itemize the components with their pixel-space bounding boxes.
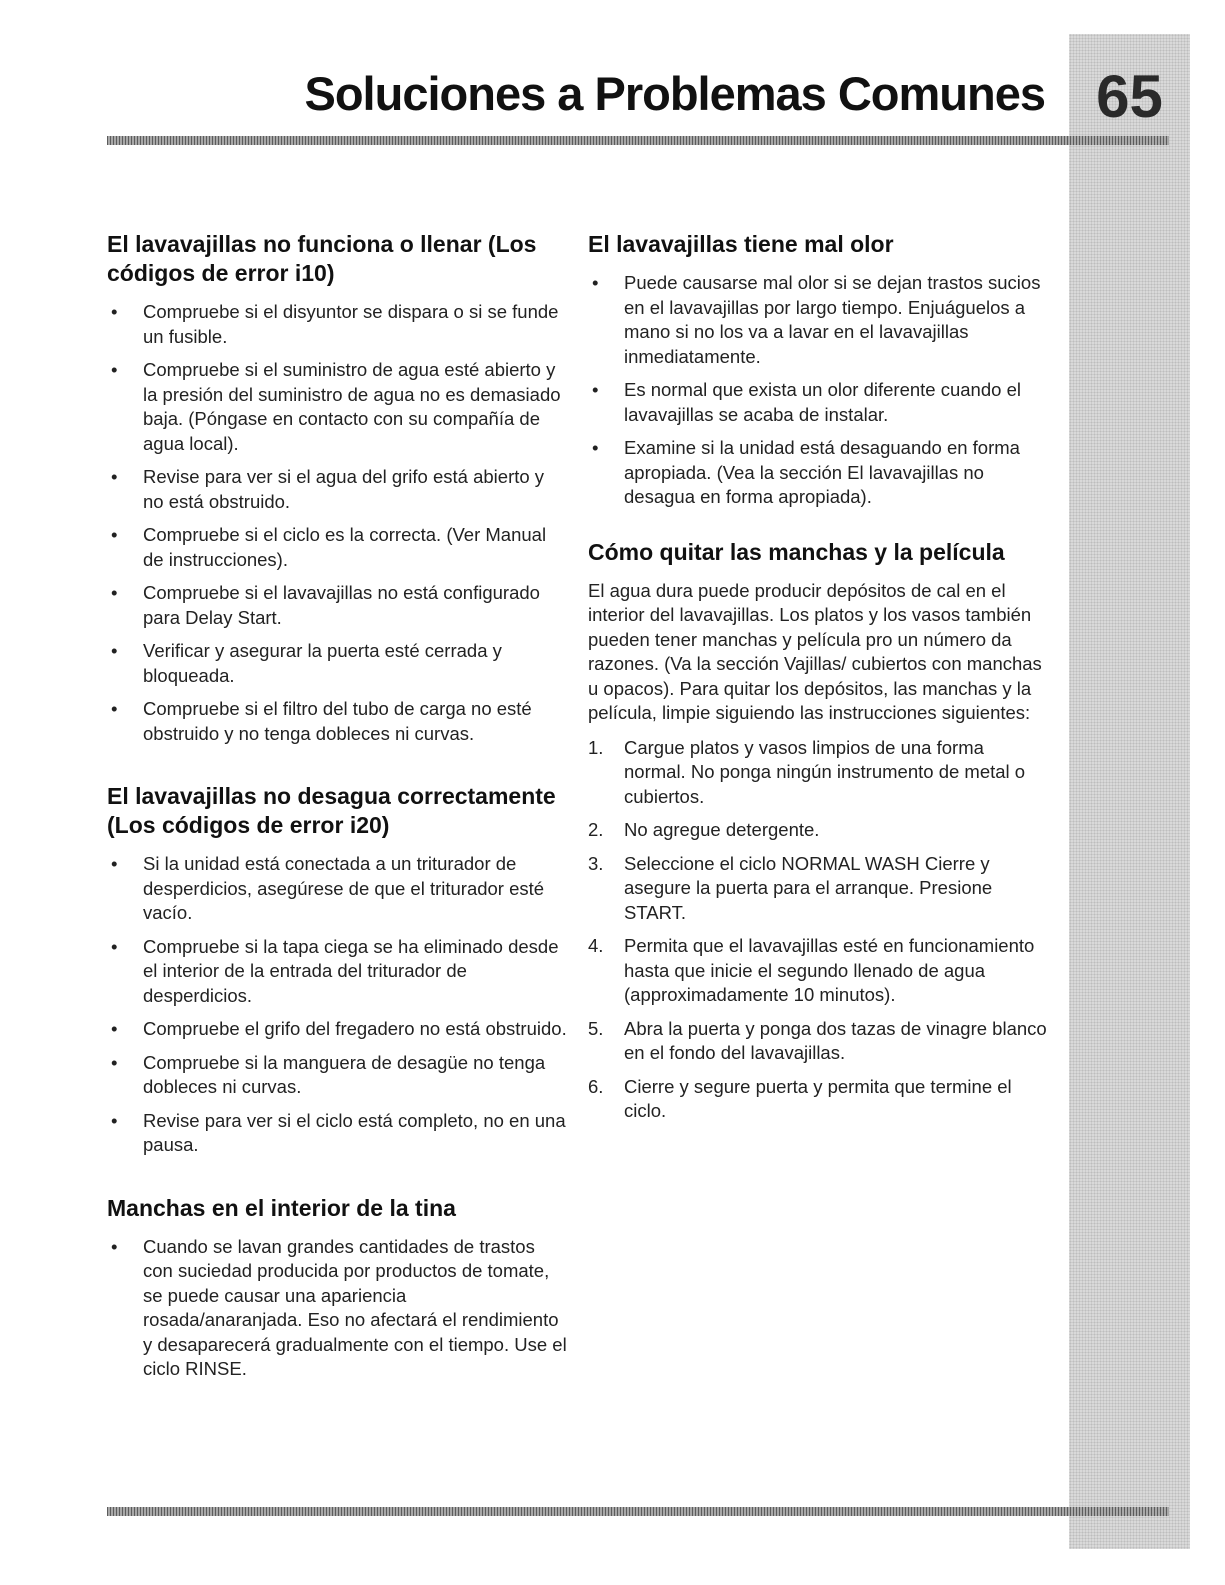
left-column <box>107 230 567 1418</box>
bullet-icon: • <box>111 698 118 719</box>
list-item <box>107 581 567 630</box>
section-heading: El lavavajillas tiene mal olor <box>588 231 894 257</box>
bullet-list <box>107 1235 567 1382</box>
bottom-divider <box>107 1507 1169 1516</box>
list-item-text: Compruebe el grifo del fregadero no está obstruido. <box>143 1018 567 1039</box>
bullet-icon: • <box>592 272 599 293</box>
page-number: 65 <box>1096 63 1163 130</box>
list-item <box>588 1017 1050 1066</box>
list-item-text: Revise para ver si el ciclo está completo, no en una pausa. <box>143 1109 566 1155</box>
list-item <box>107 852 567 926</box>
list-item <box>107 1051 567 1100</box>
section-heading: Cómo quitar las manchas y la película <box>588 538 1005 565</box>
list-item-text: Verificar y asegurar la puerta esté cerrada y bloqueada. <box>143 640 502 686</box>
bullet-icon: • <box>111 1018 118 1039</box>
bullet-icon: • <box>111 853 118 874</box>
step-number: 2. <box>588 819 604 840</box>
bullet-icon: • <box>111 466 118 487</box>
section-heading: Manchas en el interior de la tina <box>107 1194 456 1221</box>
bullet-icon: • <box>111 301 118 322</box>
step-number: 5. <box>588 1017 604 1039</box>
list-item-text: Cargue platos y vasos limpios de una forma normal. No ponga ningún instrumento de metal o cubiertos. <box>624 736 1026 807</box>
bullet-icon: • <box>592 437 599 458</box>
list-item <box>107 465 567 514</box>
list-item <box>107 935 567 1009</box>
page-side-tab <box>1069 34 1190 1549</box>
step-number: 3. <box>588 852 604 874</box>
section-manchas-tina <box>107 1194 567 1382</box>
list-item <box>107 1235 567 1382</box>
list-item <box>107 523 567 572</box>
list-item-text: Compruebe si la tapa ciega se ha eliminado desde el interior de la entrada del triturador de desperdicios. <box>143 935 559 1006</box>
bullet-icon: • <box>111 582 118 603</box>
list-item-text: Compruebe si el lavavajillas no está configurado para Delay Start. <box>143 582 540 628</box>
list-item <box>107 1109 567 1158</box>
list-item-text: Puede causarse mal olor si se dejan trastos sucios en el lavavajillas por largo tiempo. Enjuáguelos a mano si no los va a lavar en el lavavajillas inmediatamente. <box>624 272 1041 367</box>
step-number: 1. <box>588 736 604 758</box>
list-item <box>588 934 1050 1008</box>
list-item <box>588 818 1050 843</box>
section-heading: El lavavajillas no desagua correctamente (Los códigos de error i20) <box>107 783 556 838</box>
bullet-icon: • <box>111 524 118 545</box>
list-item-text: Compruebe si el ciclo es la correcta. (Ver Manual de instrucciones). <box>143 524 547 570</box>
bullet-icon: • <box>592 379 599 400</box>
list-item-text: Compruebe si la manguera de desagüe no tenga dobleces ni curvas. <box>143 1051 546 1097</box>
list-item <box>107 358 567 456</box>
list-item-text: Cuando se lavan grandes cantidades de trastos con suciedad producida por productos de tomate, se puede causar una apariencia rosada/anaranjada. Eso no afectará el rendimiento y desaparecerá gradualmente con el tiempo. Use el ciclo RINSE. <box>143 1235 567 1379</box>
section-no-desagua <box>107 782 567 1158</box>
list-item <box>107 1017 567 1042</box>
list-item <box>107 697 567 746</box>
list-item <box>107 300 567 349</box>
bullet-icon: • <box>111 359 118 380</box>
list-item-text: Cierre y segure puerta y permita que termine el ciclo. <box>624 1075 1012 1121</box>
section-mal-olor <box>588 230 1050 510</box>
right-column <box>588 230 1050 1152</box>
section-heading: El lavavajillas no funciona o llenar (Los códigos de error i10) <box>107 231 537 286</box>
bullet-icon: • <box>111 1235 118 1257</box>
bullet-icon: • <box>111 640 118 661</box>
bullet-list <box>107 300 567 746</box>
list-item-text: Compruebe si el filtro del tubo de carga no esté obstruido y no tenga dobleces ni curvas. <box>143 698 532 744</box>
list-item <box>588 1075 1050 1124</box>
list-item-text: Abra la puerta y ponga dos tazas de vinagre blanco en el fondo del lavavajillas. <box>624 1017 1047 1063</box>
step-number: 6. <box>588 1075 604 1097</box>
page-title: Soluciones a Problemas Comunes <box>304 67 1045 120</box>
list-item-text: Es normal que exista un olor diferente cuando el lavavajillas se acaba de instalar. <box>624 379 1021 425</box>
top-divider <box>107 136 1169 145</box>
section-quitar-manchas <box>588 538 1050 1124</box>
list-item-text: No agregue detergente. <box>624 819 820 840</box>
bullet-list <box>107 852 567 1158</box>
numbered-list <box>588 736 1050 1124</box>
bullet-list <box>588 271 1050 510</box>
list-item-text: Compruebe si el disyuntor se dispara o si se funde un fusible. <box>143 301 559 347</box>
bullet-icon: • <box>111 935 118 957</box>
section-no-funciona <box>107 230 567 746</box>
list-item <box>588 436 1050 510</box>
list-item-text: Revise para ver si el agua del grifo está abierto y no está obstruido. <box>143 466 545 512</box>
list-item <box>588 378 1050 427</box>
list-item-text: Si la unidad está conectada a un triturador de desperdicios, asegúrese de que el triturador esté vacío. <box>143 853 545 923</box>
list-item-text: Compruebe si el suministro de agua esté abierto y la presión del suministro de agua no es demasiado baja. (Póngase en contacto con su compañía de agua local). <box>143 359 561 454</box>
list-item <box>588 271 1050 369</box>
list-item-text: Seleccione el ciclo NORMAL WASH Cierre y asegure la puerta para el arranque. Presione START. <box>624 852 993 923</box>
list-item <box>588 852 1050 926</box>
list-item-text: Examine si la unidad está desaguando en forma apropiada. (Vea la sección El lavavajillas no desagua en forma apropiada). <box>624 437 1020 507</box>
list-item <box>588 736 1050 810</box>
list-item-text: Permita que el lavavajillas esté en funcionamiento hasta que inicie el segundo llenado de agua (approximadamente 10 minutos). <box>624 935 1035 1005</box>
list-item <box>107 639 567 688</box>
bullet-icon: • <box>111 1109 118 1131</box>
bullet-icon: • <box>111 1051 118 1073</box>
step-number: 4. <box>588 935 604 956</box>
section-intro: El agua dura puede producir depósitos de cal en el interior del lavavajillas. Los platos y los vasos también pueden tener manchas y película pro un número da razones. (Va la sección Vajillas/ cubiertos con manchas u opacos). Para quitar los depósitos, las manchas y la película, limpie siguiendo las instrucciones siguientes: <box>588 579 1042 723</box>
